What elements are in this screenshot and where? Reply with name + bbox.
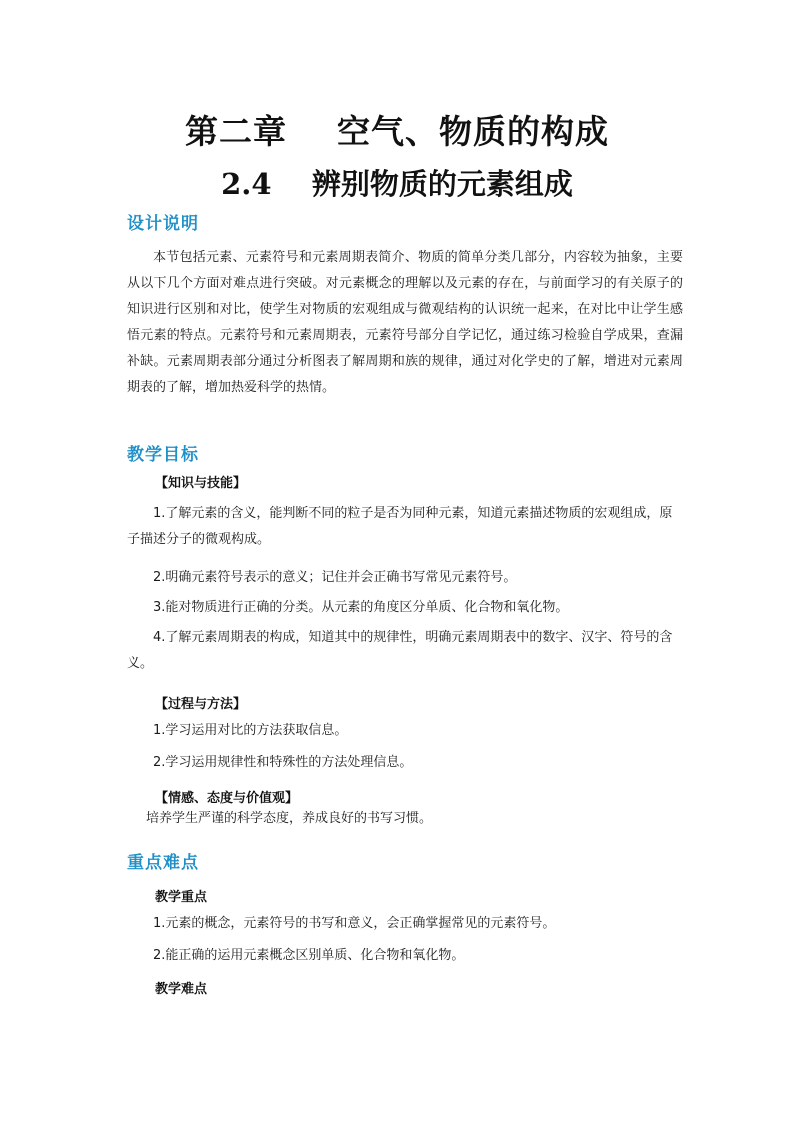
- process-item-2: 2.学习运用规律性和特殊性的方法处理信息。: [153, 755, 413, 770]
- knowledge-item-1: 1.了解元素的含义，能判断不同的粒子是否为同种元素，知道元素描述物质的宏观组成，原子描述分子的微观构成。: [127, 506, 673, 547]
- emotion-item-1: 培养学生严谨的科学态度，养成良好的书写习惯。: [146, 811, 433, 826]
- difficulty-label: 教学难点: [155, 982, 208, 997]
- process-item-1: 1.学习运用对比的方法获取信息。: [153, 723, 348, 738]
- focus-item-1: 1.元素的概念，元素符号的书写和意义，会正确掌握常见的元素符号。: [153, 916, 556, 931]
- chapter-title: 第二章 空气、物质的构成: [185, 112, 609, 151]
- objectives-heading: 教学目标: [127, 445, 199, 465]
- keypoints-heading: 重点难点: [127, 853, 199, 873]
- knowledge-item-3: 3.能对物质进行正确的分类。从元素的角度区分单质、化合物和氧化物。: [153, 600, 569, 615]
- section-title: 2.4 辨别物质的元素组成: [221, 167, 573, 201]
- focus-label: 教学重点: [155, 890, 208, 905]
- process-label: 【过程与方法】: [155, 697, 247, 712]
- emotion-label: 【情感、态度与价值观】: [155, 791, 299, 806]
- design-heading: 设计说明: [127, 214, 199, 234]
- knowledge-item-4: 4.了解元素周期表的构成，知道其中的规律性，明确元素周期表中的数字、汉字、符号的含义。: [127, 630, 673, 671]
- design-paragraph: 本节包括元素、元素符号和元素周期表简介、物质的简单分类几部分，内容较为抽象，主要从以下几个方面对难点进行突破。对元素概念的理解以及元素的存在，与前面学习的有关原子的知识进行区别和对比，使学生对物质的宏观组成与微观结构的认识统一起来，在对比中让学生感悟元素的特点。元素符号和元素周期表，元素符号部分自学记忆，通过练习检验自学成果，查漏补缺。元素周期表部分通过分析图表了解周期和族的规律，通过对化学史的了解，增进对元素周期表的了解，增加热爱科学的热情。: [127, 250, 683, 395]
- knowledge-item-2: 2.明确元素符号表示的意义；记住并会正确书写常见元素符号。: [153, 570, 517, 585]
- focus-item-2: 2.能正确的运用元素概念区别单质、化合物和氧化物。: [153, 948, 465, 963]
- knowledge-label: 【知识与技能】: [155, 476, 247, 491]
